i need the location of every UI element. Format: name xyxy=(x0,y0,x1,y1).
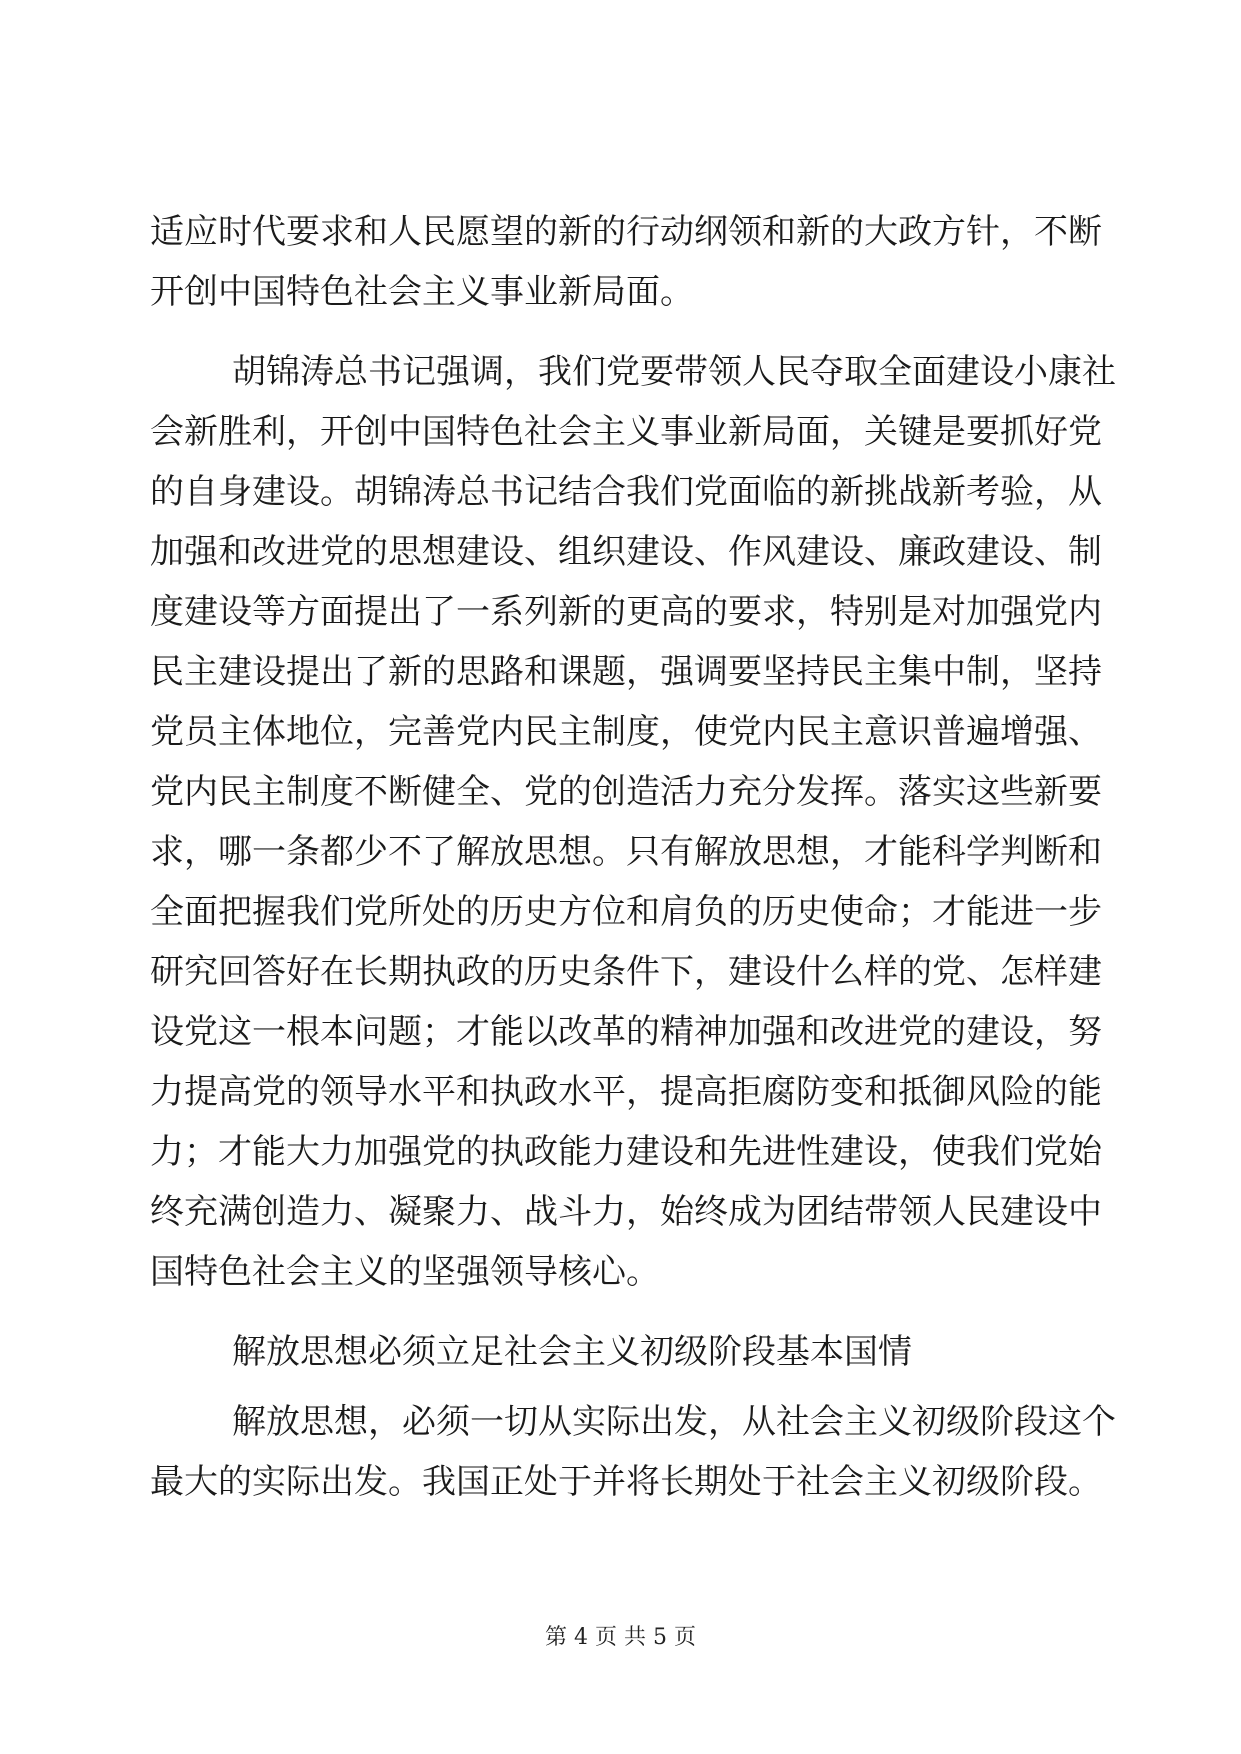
text-line: 的自身建设。胡锦涛总书记结合我们党面临的新挑战新考验，从 xyxy=(150,472,1102,512)
text-line: 开创中国特色社会主义事业新局面。 xyxy=(150,272,694,312)
text-line: 民主建设提出了新的思路和课题，强调要坚持民主集中制，坚持 xyxy=(150,652,1102,692)
text-line: 胡锦涛总书记强调，我们党要带领人民夺取全面建设小康社 xyxy=(232,352,1116,392)
text-line: 国特色社会主义的坚强领导核心。 xyxy=(150,1252,660,1292)
text-line: 力；才能大力加强党的执政能力建设和先进性建设，使我们党始 xyxy=(150,1132,1102,1172)
text-line: 力提高党的领导水平和执政水平，提高拒腐防变和抵御风险的能 xyxy=(150,1072,1102,1112)
text-line: 会新胜利，开创中国特色社会主义事业新局面，关键是要抓好党 xyxy=(150,412,1102,452)
text-line: 研究回答好在长期执政的历史条件下，建设什么样的党、怎样建 xyxy=(150,952,1102,992)
text-line: 加强和改进党的思想建设、组织建设、作风建设、廉政建设、制 xyxy=(150,532,1102,572)
text-line: 度建设等方面提出了一系列新的更高的要求，特别是对加强党内 xyxy=(150,592,1102,632)
text-line: 适应时代要求和人民愿望的新的行动纲领和新的大政方针，不断 xyxy=(150,212,1102,252)
text-line: 设党这一根本问题；才能以改革的精神加强和改进党的建设，努 xyxy=(150,1012,1102,1052)
text-line: 党内民主制度不断健全、党的创造活力充分发挥。落实这些新要 xyxy=(150,772,1102,812)
text-line: 党员主体地位，完善党内民主制度，使党内民主意识普遍增强、 xyxy=(150,712,1102,752)
text-line: 解放思想，必须一切从实际出发，从社会主义初级阶段这个 xyxy=(232,1402,1116,1442)
section-heading: 解放思想必须立足社会主义初级阶段基本国情 xyxy=(232,1332,912,1372)
page-number-footer: 第 4 页 共 5 页 xyxy=(545,1625,696,1650)
text-line: 最大的实际出发。我国正处于并将长期处于社会主义初级阶段。 xyxy=(150,1462,1102,1502)
text-line: 全面把握我们党所处的历史方位和肩负的历史使命；才能进一步 xyxy=(150,892,1102,932)
text-line: 求，哪一条都少不了解放思想。只有解放思想，才能科学判断和 xyxy=(150,832,1102,872)
text-line: 终充满创造力、凝聚力、战斗力，始终成为团结带领人民建设中 xyxy=(150,1192,1102,1232)
